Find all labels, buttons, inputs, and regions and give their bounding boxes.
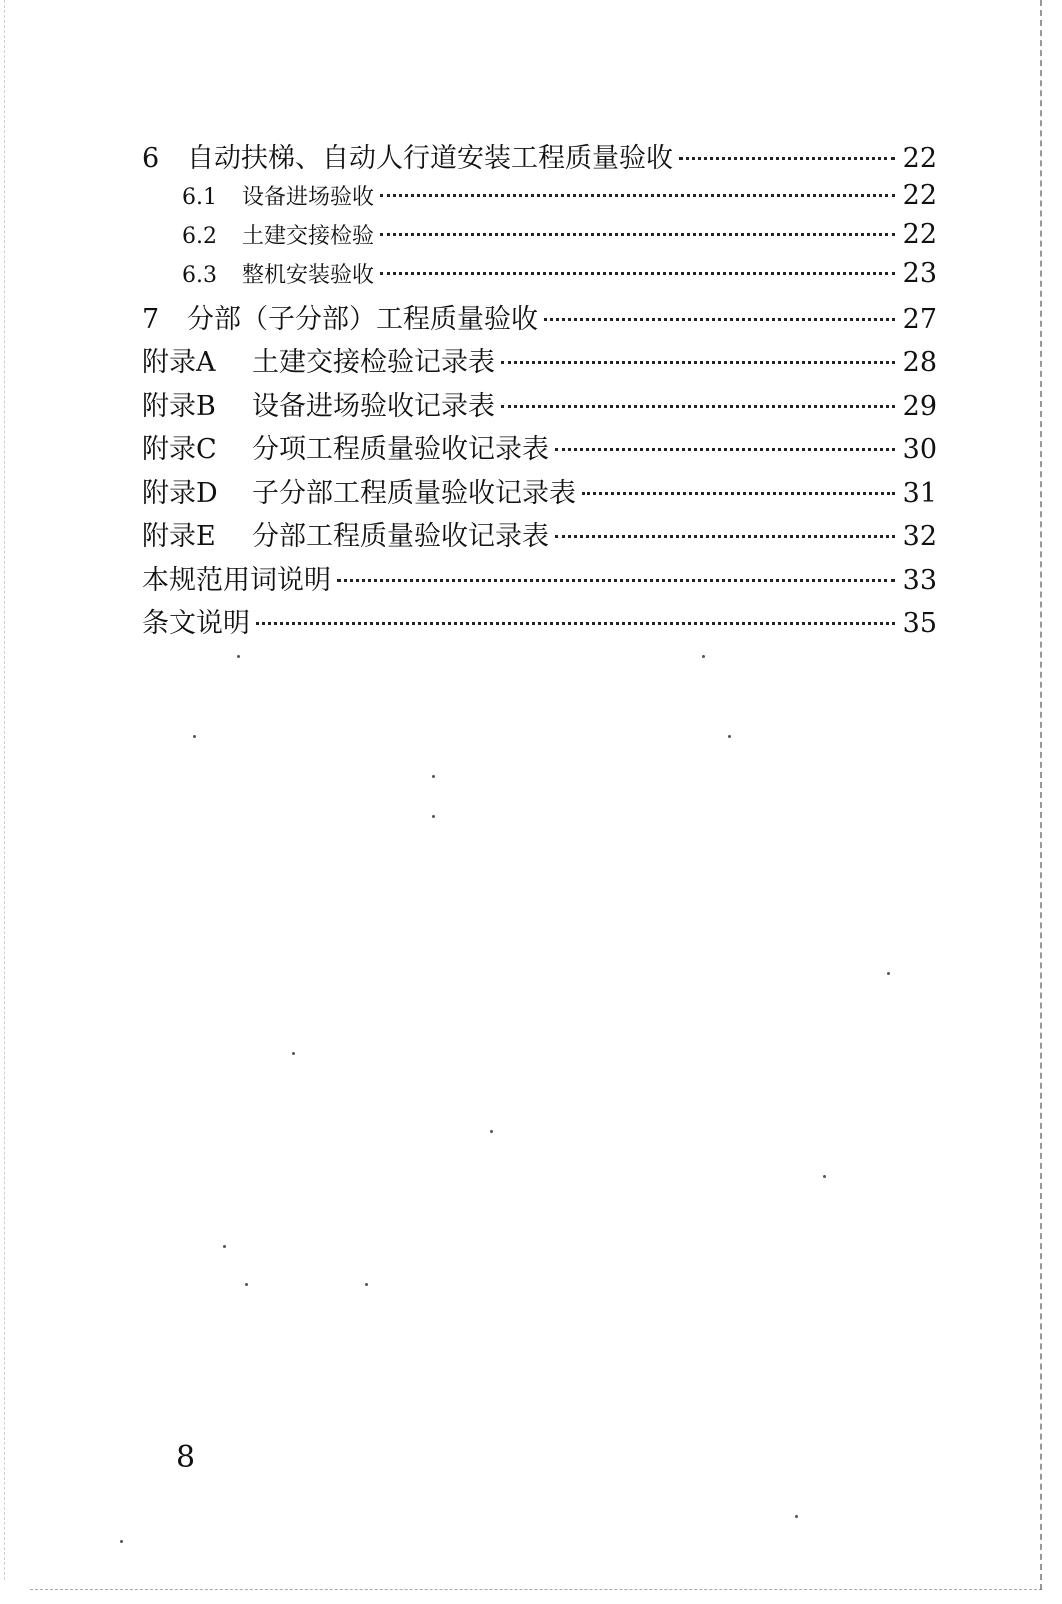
toc-title: 分项工程质量验收记录表	[252, 434, 549, 465]
toc-number: 附录B	[142, 390, 216, 422]
toc-number: 7	[142, 303, 160, 335]
scan-edge-left	[4, 0, 5, 1580]
dot-leader	[555, 448, 895, 451]
dot-leader	[380, 194, 895, 197]
toc-entry-appendix-c[interactable]	[142, 427, 937, 471]
toc-entry-appendix-d[interactable]	[142, 471, 937, 515]
toc-entry-appendix-e[interactable]	[142, 514, 937, 558]
toc-number: 附录E	[142, 521, 216, 552]
scan-speck	[292, 1052, 295, 1055]
toc-title: 分部（子分部）工程质量验收	[187, 303, 538, 335]
toc-entry-appendix-b[interactable]	[142, 384, 937, 428]
toc-entry-appendix-a[interactable]	[142, 340, 937, 384]
toc-page-number: 22	[902, 143, 937, 174]
dot-leader	[256, 622, 895, 625]
toc-entry-7[interactable]	[142, 297, 937, 341]
toc-title: 本规范用词说明	[142, 564, 331, 596]
toc-page-number: 28	[902, 347, 937, 378]
scan-speck	[432, 815, 435, 818]
dot-leader	[501, 405, 895, 408]
scan-speck	[365, 1283, 368, 1286]
toc-entry-terminology[interactable]	[142, 558, 937, 602]
scan-speck	[193, 735, 196, 738]
toc-page-number: 31	[902, 477, 937, 509]
scan-edge-right	[1040, 0, 1042, 1590]
dot-leader	[679, 157, 895, 160]
toc-page-number: 27	[902, 303, 937, 335]
toc-number: 6	[142, 143, 160, 174]
toc-number: 6.1	[182, 184, 217, 210]
dot-leader	[582, 492, 895, 495]
toc-page-number: 29	[902, 390, 937, 422]
toc-title: 土建交接检验记录表	[252, 347, 495, 378]
toc-title: 条文说明	[142, 608, 250, 639]
table-of-contents	[142, 136, 937, 645]
toc-title: 设备进场验收记录表	[252, 390, 495, 422]
scan-edge-bottom	[30, 1589, 1042, 1590]
scan-speck	[223, 1245, 226, 1248]
scan-speck	[795, 1515, 798, 1518]
toc-title: 子分部工程质量验收记录表	[252, 477, 576, 509]
scan-speck	[490, 1130, 493, 1133]
toc-entry-explanation[interactable]	[142, 601, 937, 645]
dot-leader	[501, 361, 895, 364]
toc-number: 6.2	[182, 223, 217, 249]
toc-entry-6-1[interactable]	[142, 180, 937, 219]
toc-title: 自动扶梯、自动人行道安装工程质量验收	[187, 143, 673, 174]
scan-speck	[728, 735, 731, 738]
toc-entry-6-2[interactable]	[142, 219, 937, 258]
toc-page-number: 23	[902, 257, 937, 289]
dot-leader	[337, 579, 895, 582]
scan-speck	[823, 1175, 826, 1178]
page-number: 8	[176, 1440, 196, 1475]
scan-speck	[432, 775, 435, 778]
toc-number: 附录A	[142, 347, 216, 378]
toc-page-number: 35	[902, 608, 937, 639]
toc-page-number: 30	[902, 434, 937, 465]
dot-leader	[544, 318, 895, 321]
dot-leader	[380, 272, 895, 275]
scan-speck	[702, 655, 705, 658]
scan-speck	[887, 972, 890, 975]
dot-leader	[555, 535, 895, 538]
toc-page-number: 32	[902, 521, 937, 552]
scan-speck	[120, 1540, 123, 1543]
toc-page-number: 22	[902, 218, 937, 250]
toc-title: 土建交接检验	[242, 223, 375, 249]
toc-page-number: 33	[902, 564, 937, 596]
scan-speck	[245, 1283, 248, 1286]
toc-number: 附录D	[142, 477, 218, 509]
toc-title: 分部工程质量验收记录表	[252, 521, 549, 552]
toc-number: 6.3	[182, 262, 217, 288]
toc-number: 附录C	[142, 434, 217, 465]
dot-leader	[380, 233, 895, 236]
toc-entry-6-3[interactable]	[142, 258, 937, 297]
toc-title: 整机安装验收	[242, 262, 375, 288]
toc-page-number: 22	[902, 179, 937, 211]
toc-title: 设备进场验收	[242, 184, 375, 210]
toc-entry-6[interactable]	[142, 136, 937, 180]
scan-speck	[237, 655, 240, 658]
